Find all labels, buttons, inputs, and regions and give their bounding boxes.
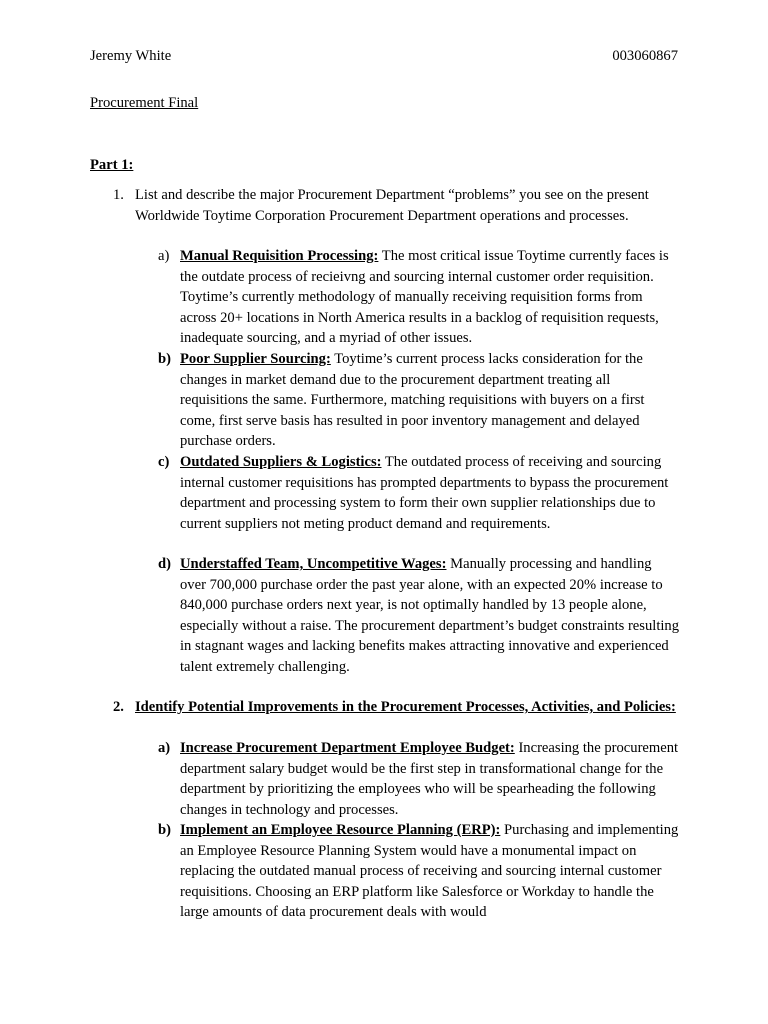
- item-heading: Understaffed Team, Uncompetitive Wages:: [180, 556, 447, 572]
- item-letter: b): [158, 822, 171, 838]
- item-heading: Manual Requisition Processing:: [180, 248, 379, 264]
- item-body: Toytime’s current process lacks consideration for the changes in market demand due to the procurement department treating all requisitions the same. Furthermore, matching requisitions with buyers on a first come, first serve basis has resulted in poor inventory management and delayed purchase orders.: [180, 351, 645, 450]
- list-item: [180, 349, 680, 452]
- item-body: Manually processing and handling over 700,000 purchase order the past year alone, with an expected 20% increase to 840,000 purchase orders next year, is not optimally handled by 13 people alone, especially without a raise. The procurement department’s budget constraints resulting in stagnant wages and lacking benefits makes attracting innovative and experienced talent extremely challenging.: [180, 556, 680, 675]
- list-item: [180, 738, 680, 820]
- item-letter: c): [158, 454, 170, 470]
- question-text: List and describe the major Procurement Department “problems” you see on the present Worldwide Toytime Corporation Procurement Department operations and processes.: [135, 187, 649, 224]
- list-item: [180, 554, 680, 678]
- item-body: Purchasing and implementing an Employee Resource Planning System would have a monumental impact on replacing the outdated manual process of receiving and sourcing internal customer requisitions. Choosing an ERP platform like Salesforce or Workday to handle the large amounts of data procurement deals with would: [180, 822, 679, 921]
- question-number: 2.: [113, 699, 124, 715]
- item-heading: Outdated Suppliers & Logistics:: [180, 454, 382, 470]
- item-letter: d): [158, 556, 171, 572]
- item-letter: a): [158, 740, 171, 756]
- question-number: 1.: [113, 187, 124, 203]
- item-letter: b): [158, 351, 171, 367]
- item-body: The outdated process of receiving and sourcing internal customer requisitions has prompted departments to bypass the procurement department and processing system to form their own supplier relationships due to current suppliers not meting product demand and requirements.: [180, 454, 669, 532]
- student-id: 003060867: [612, 48, 678, 64]
- item-heading: Increase Procurement Department Employee Budget:: [180, 740, 515, 756]
- document-title: Procurement Final: [90, 95, 199, 111]
- item-heading: Implement an Employee Resource Planning (ERP):: [180, 822, 501, 838]
- list-item: [180, 452, 680, 534]
- list-item: [180, 820, 680, 923]
- item-heading: Poor Supplier Sourcing:: [180, 351, 331, 367]
- item-letter: a): [158, 248, 170, 264]
- list-item: [180, 246, 680, 349]
- question-text: Identify Potential Improvements in the Procurement Processes, Activities, and Policies:: [135, 699, 676, 715]
- part-heading: Part 1:: [90, 157, 134, 173]
- item-body: Increasing the procurement department salary budget would be the first step in transformational change for the department by prioritizing the employees who will be spearheading the following changes in technology and processes.: [180, 740, 679, 818]
- author-name: Jeremy White: [90, 48, 172, 64]
- item-body: The most critical issue Toytime currently faces is the outdate process of recieivng and sourcing internal customer order requisition. Toytime’s currently methodology of manually receiving requisition forms from across 20+ locations in North America results in a backlog of requisition requests, inadequate sourcing, and a myriad of other issues.: [180, 248, 669, 347]
